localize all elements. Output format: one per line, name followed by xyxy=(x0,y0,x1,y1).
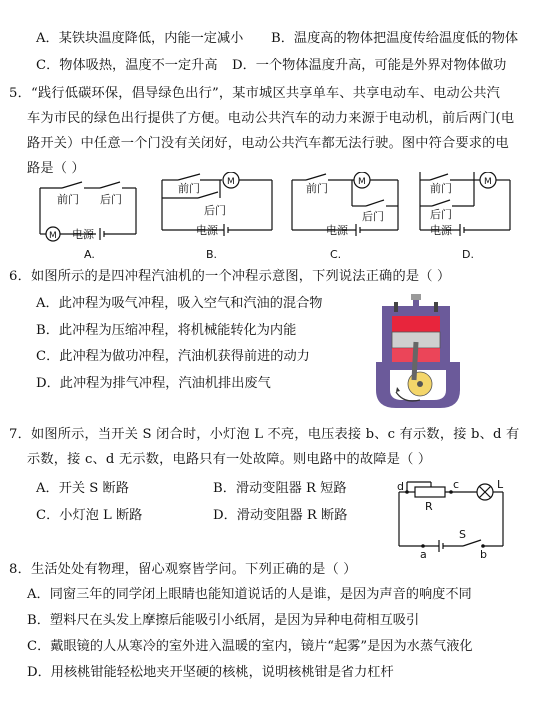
q5-b-front-label: 前门 xyxy=(178,182,200,195)
q5-a-power-label: 电源 xyxy=(72,228,94,241)
q6-option-c: C．此冲程为做功冲程，汽油机获得前进的动力 xyxy=(36,349,310,364)
combustion-chamber xyxy=(392,316,440,332)
q8-option-a: A．同窗三年的同学闭上眼睛也能知道说话的人是谁，是因为声音的响度不同 xyxy=(27,587,472,602)
q5-c-back-label: 后门 xyxy=(362,210,384,223)
q5-c-power-label: 电源 xyxy=(326,224,348,237)
q7-label-r: R xyxy=(425,500,433,513)
q5-b-power-label: 电源 xyxy=(196,224,218,237)
q5-a-motor-label: M xyxy=(49,231,57,241)
q5-stem-line2: 车为市民的绿色出行提供了方便。电动公共汽车的动力来源于电动机，前后两门(电 xyxy=(27,111,515,126)
engine-cylinder-diagram xyxy=(374,294,462,412)
q4-option-b: B．温度高的物体把温度传给温度低的物体 xyxy=(271,31,519,46)
q8-option-c: C．戴眼镜的人从寒冷的室外进入温暖的室内，镜片“起雾”是因为水蒸气液化 xyxy=(27,639,473,654)
spark-plug-icon xyxy=(411,294,421,300)
q7-stem-line2: 示数，接 c、d 无示数，电路只有一处故障。则电路中的故障是（ ） xyxy=(27,452,432,467)
q6-option-a: A．此冲程为吸气冲程，吸入空气和汽油的混合物 xyxy=(36,296,323,311)
q5-stem-line3: 路开关）中任意一个门没有关闭好，电动公共汽车都无法行驶。图中符合要求的电 xyxy=(27,136,509,151)
q5-a-front-label: 前门 xyxy=(57,193,79,206)
q7-label-c: c xyxy=(453,478,460,491)
q5-b-back-label: 后门 xyxy=(204,204,226,217)
q5-a-back-label: 后门 xyxy=(100,193,122,206)
rheostat-icon xyxy=(415,487,445,497)
q6-option-b: B．此冲程为压缩冲程，将机械能转化为内能 xyxy=(36,323,297,338)
q7-stem-line1: 7．如图所示，当开关 S 闭合时，小灯泡 L 不亮，电压表接 b、c 有示数，接 b、d 有 xyxy=(9,427,520,442)
q4-option-a: A．某铁块温度降低，内能一定减小 xyxy=(36,31,244,46)
q7-label-a: a xyxy=(420,548,427,560)
q5-stem-line1: 5．“践行低碳环保，倡导绿色出行”，某市城区共享单车、共享电动车、电动公共汽 xyxy=(9,86,501,101)
q5-label-b: B. xyxy=(206,248,218,261)
q5-stem-line4: 路是（ ） xyxy=(27,161,85,176)
intake-valve-icon xyxy=(394,302,398,312)
q5-circuit-diagrams xyxy=(0,172,541,264)
q4-option-d: D．一个物体温度升高，可能是外界对物体做功 xyxy=(232,58,507,73)
q7-circuit-diagram xyxy=(385,478,515,560)
q4-option-c: C．物体吸热，温度不一定升高 xyxy=(36,58,218,73)
q5-label-c: C. xyxy=(330,248,342,261)
q8-option-d: D．用核桃钳能轻松地夹开坚硬的核桃，说明核桃钳是省力杠杆 xyxy=(27,665,394,680)
q6-option-d: D．此冲程为排气冲程，汽油机排出废气 xyxy=(36,376,271,391)
q7-option-a: A．开关 S 断路 xyxy=(36,481,129,496)
q5-c-motor-label: M xyxy=(358,177,366,187)
q7-option-b: B．滑动变阻器 R 短路 xyxy=(213,481,347,496)
q5-d-front-label: 前门 xyxy=(430,182,452,195)
q7-option-d: D．滑动变阻器 R 断路 xyxy=(213,508,348,523)
exhaust-valve-icon xyxy=(434,302,438,312)
q7-label-b: b xyxy=(480,548,487,560)
q7-label-s: S xyxy=(459,528,466,541)
q5-d-motor-label: M xyxy=(484,177,492,187)
q5-label-d: D. xyxy=(462,248,474,261)
q7-option-c: C．小灯泡 L 断路 xyxy=(36,508,143,523)
q5-label-a: A. xyxy=(84,248,95,261)
q5-b-motor-label: M xyxy=(227,177,235,187)
q5-c-front-label: 前门 xyxy=(306,182,328,195)
q7-label-l: L xyxy=(497,478,504,491)
q8-option-b: B．塑料尺在头发上摩擦后能吸引小纸屑，是因为异种电荷相互吸引 xyxy=(27,613,420,628)
q6-stem: 6．如图所示的是四冲程汽油机的一个冲程示意图，下列说法正确的是（ ） xyxy=(9,269,451,284)
q8-stem: 8．生活处处有物理，留心观察皆学问。下列正确的是（ ） xyxy=(9,562,357,577)
q7-label-d: d xyxy=(397,480,404,493)
q5-d-back-label: 后门 xyxy=(430,208,452,221)
q5-d-power-label: 电源 xyxy=(430,224,452,237)
